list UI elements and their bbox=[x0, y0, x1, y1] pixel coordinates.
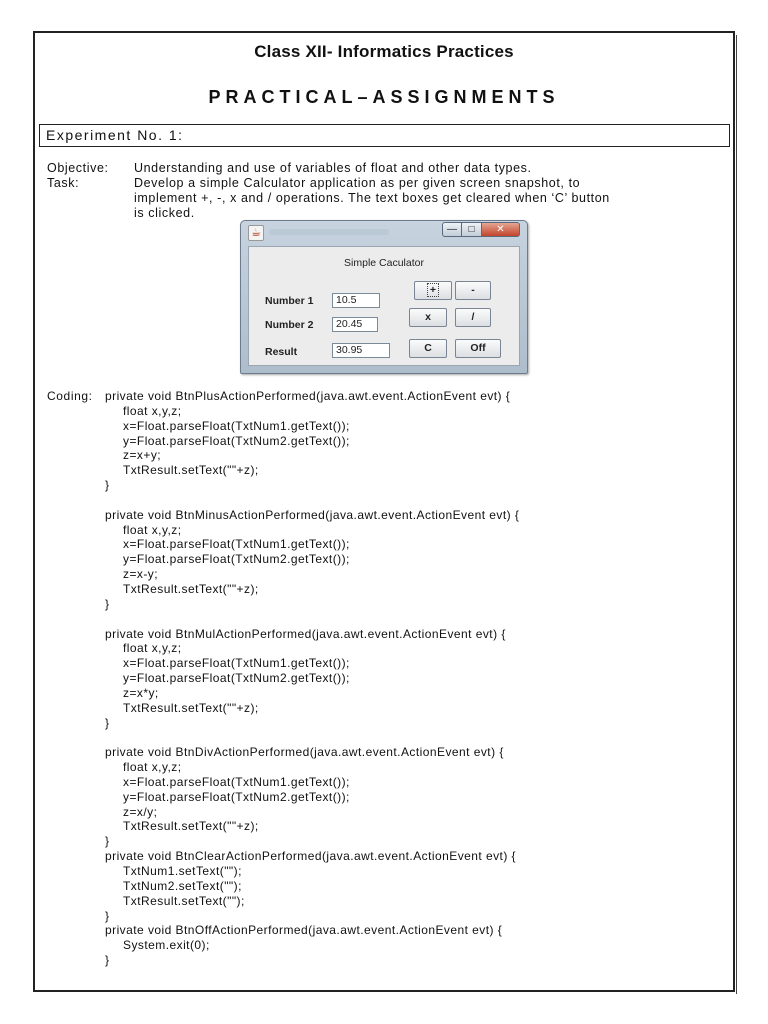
code-line: z=x+y; bbox=[123, 448, 162, 463]
code-line: float x,y,z; bbox=[123, 641, 182, 656]
objective-label: Objective: bbox=[47, 161, 109, 175]
code-line: TxtResult.setText(""+z); bbox=[123, 819, 259, 834]
task-text-line-2: implement +, -, x and / operations. The text boxes get cleared when ‘C’ button bbox=[134, 191, 610, 205]
code-line: private void BtnDivActionPerformed(java.awt.event.ActionEvent evt) { bbox=[105, 745, 504, 760]
code-line: TxtNum1.setText(""); bbox=[123, 864, 242, 878]
code-line: y=Float.parseFloat(TxtNum2.getText()); bbox=[123, 789, 350, 804]
objective-row bbox=[47, 161, 664, 176]
task-label: Task: bbox=[47, 176, 80, 190]
code-line: float x,y,z; bbox=[123, 760, 182, 775]
code-line: x=Float.parseFloat(TxtNum1.getText()); bbox=[123, 656, 350, 671]
experiment-heading: Experiment No. 1: bbox=[39, 124, 730, 147]
window-controls bbox=[442, 222, 520, 237]
code-line: TxtResult.setText(""); bbox=[123, 893, 245, 908]
assignment-description bbox=[47, 161, 664, 221]
result-label: Result bbox=[265, 346, 298, 358]
task-row bbox=[47, 176, 664, 191]
code-line: private void BtnMulActionPerformed(java.awt.event.ActionEvent evt) { bbox=[105, 626, 506, 641]
minus-button[interactable]: - bbox=[455, 281, 491, 300]
page-title: Class XII- Informatics Practices bbox=[254, 42, 514, 61]
code-line: y=Float.parseFloat(TxtNum2.getText()); bbox=[123, 433, 350, 448]
minimize-icon[interactable]: — bbox=[442, 222, 462, 237]
off-button[interactable]: Off bbox=[455, 339, 501, 358]
code-line: } bbox=[105, 908, 110, 923]
plus-button[interactable] bbox=[414, 281, 452, 300]
code-line: z=x-y; bbox=[123, 567, 159, 582]
task-row-3 bbox=[47, 206, 664, 221]
code-line: z=x/y; bbox=[123, 804, 158, 819]
code-line: System.exit(0); bbox=[123, 938, 210, 953]
maximize-icon[interactable]: □ bbox=[462, 222, 482, 237]
code-line: x=Float.parseFloat(TxtNum1.getText()); bbox=[123, 774, 350, 789]
clear-button[interactable]: C bbox=[409, 339, 447, 358]
code-line: } bbox=[105, 478, 110, 493]
task-row-2 bbox=[47, 191, 664, 206]
code-line: } bbox=[105, 834, 110, 849]
code-line: } bbox=[105, 596, 110, 611]
java-cup-icon: ☕ bbox=[248, 225, 264, 241]
code-listing bbox=[0, 389, 519, 968]
code-line: } bbox=[105, 953, 110, 968]
code-line: private void BtnPlusActionPerformed(java.awt.event.ActionEvent evt) { bbox=[105, 389, 511, 403]
number2-label: Number 2 bbox=[265, 319, 314, 331]
code-line: TxtResult.setText(""+z); bbox=[123, 581, 259, 596]
code-line: y=Float.parseFloat(TxtNum2.getText()); bbox=[123, 671, 350, 686]
code-line: private void BtnOffActionPerformed(java.awt.event.ActionEvent evt) { bbox=[105, 923, 503, 938]
number2-input[interactable]: 20.45 bbox=[332, 317, 378, 332]
code-line: x=Float.parseFloat(TxtNum1.getText()); bbox=[123, 418, 350, 433]
task-text-line-1: Develop a simple Calculator application as per given screen snapshot, to bbox=[134, 176, 581, 190]
calculator-window-snapshot bbox=[240, 220, 528, 374]
code-line: } bbox=[105, 715, 110, 730]
code-line: private void BtnMinusActionPerformed(java.awt.event.ActionEvent evt) { bbox=[105, 507, 520, 522]
result-field[interactable]: 30.95 bbox=[332, 343, 390, 358]
calculator-title: Simple Caculator bbox=[344, 257, 424, 269]
code-line: z=x*y; bbox=[123, 685, 159, 700]
objective-text: Understanding and use of variables of float and other data types. bbox=[134, 161, 532, 175]
code-line: TxtResult.setText(""+z); bbox=[123, 463, 259, 478]
multiply-button[interactable]: x bbox=[409, 308, 447, 327]
close-icon[interactable]: ✕ bbox=[482, 222, 520, 237]
window-titlebar bbox=[241, 221, 527, 243]
code-line: float x,y,z; bbox=[123, 403, 182, 418]
code-line: TxtNum2.setText(""); bbox=[123, 878, 242, 893]
window-title-blurred bbox=[269, 229, 389, 235]
page-subtitle: PRACTICAL–ASSIGNMENTS bbox=[208, 87, 560, 107]
code-line: y=Float.parseFloat(TxtNum2.getText()); bbox=[123, 552, 350, 567]
code-line: TxtResult.setText(""+z); bbox=[123, 700, 259, 715]
number1-label: Number 1 bbox=[265, 295, 314, 307]
divide-button[interactable]: / bbox=[455, 308, 491, 327]
plus-button-label: + bbox=[427, 283, 439, 297]
code-line: x=Float.parseFloat(TxtNum1.getText()); bbox=[123, 537, 350, 552]
code-line: float x,y,z; bbox=[123, 522, 182, 537]
coding-label: Coding: bbox=[47, 389, 93, 403]
calculator-form bbox=[248, 246, 520, 366]
task-text-line-3: is clicked. bbox=[134, 206, 195, 220]
number1-input[interactable]: 10.5 bbox=[332, 293, 380, 308]
code-line: private void BtnClearActionPerformed(java.awt.event.ActionEvent evt) { bbox=[105, 849, 517, 864]
